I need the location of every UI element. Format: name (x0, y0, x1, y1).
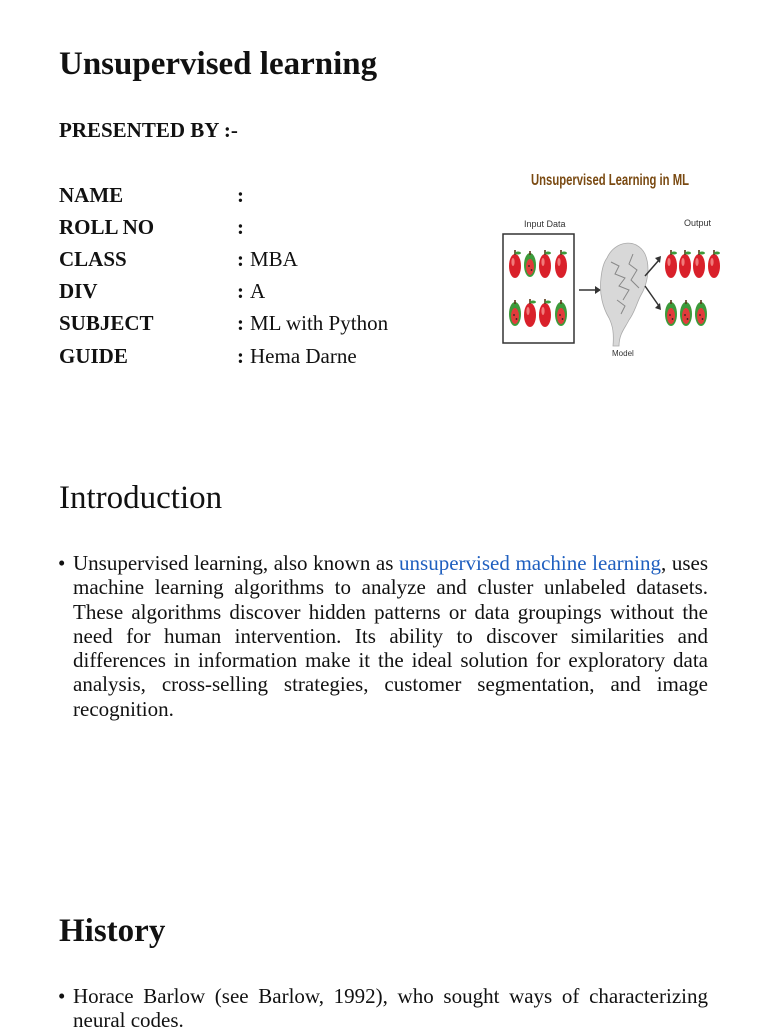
info-colon: : (237, 183, 244, 207)
info-value: MBA (250, 247, 298, 271)
presented-by-label: PRESENTED BY :- (59, 118, 238, 142)
info-colon: : (237, 247, 244, 271)
unsupervised-ml-link[interactable]: unsupervised machine learning (399, 551, 661, 575)
info-value: A (250, 279, 266, 303)
figure-output-label: Output (684, 218, 712, 228)
info-label: GUIDE (59, 344, 128, 368)
page-title: Unsupervised learning (59, 46, 378, 82)
introduction-heading: Introduction (59, 480, 223, 516)
history-heading: History (59, 913, 166, 949)
history-paragraph: Horace Barlow (see Barlow, 1992), who sought ways of characterizing neural codes. (73, 984, 708, 1033)
info-label: NAME (59, 183, 124, 207)
info-colon: : (237, 215, 244, 239)
info-label: DIV (59, 279, 98, 303)
model-head (600, 243, 647, 346)
intro-text-before: Unsupervised learning, also known as (73, 551, 400, 575)
introduction-paragraph (73, 551, 708, 721)
figure-input-label: Input Data (524, 219, 566, 229)
info-value: ML with Python (250, 311, 389, 335)
info-label: ROLL NO (59, 215, 155, 239)
intro-text-after: , uses machine learning algorithms to analyze and cluster unlabeled datasets. These algorithms discover hidden patterns or data groupings without the need for human intervention. Its ability to discover similarities and differences in information make it the ideal solution for exploratory data analysis, cross-selling strategies, customer segmentation, and image recognition. (73, 551, 708, 721)
info-colon: : (237, 311, 244, 335)
figure-model-label: Model (612, 349, 634, 358)
info-colon: : (237, 344, 244, 368)
info-colon: : (237, 279, 244, 303)
bullet-marker: • (58, 551, 66, 575)
bullet-marker: • (58, 984, 66, 1008)
input-data-box (503, 234, 574, 343)
info-value: Hema Darne (250, 344, 357, 368)
unsupervised-learning-figure (497, 150, 725, 365)
info-label: SUBJECT (59, 311, 154, 335)
figure-title: Unsupervised Learning in ML (531, 172, 690, 189)
info-label: CLASS (59, 247, 127, 271)
